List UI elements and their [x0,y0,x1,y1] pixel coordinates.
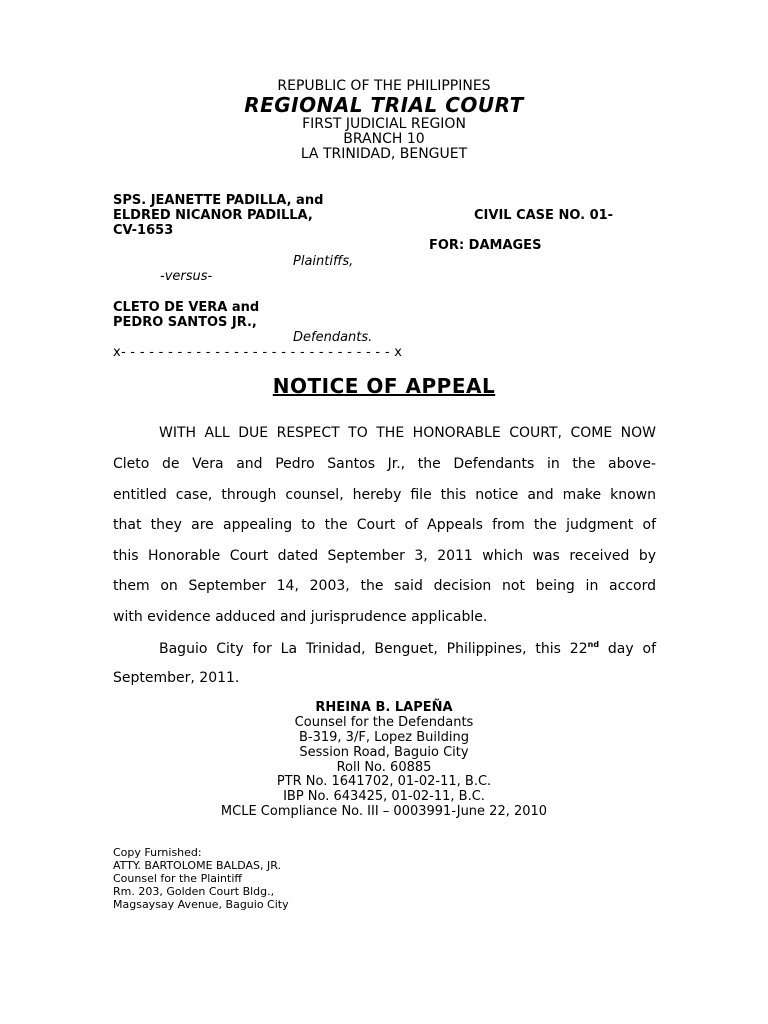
case-number-continued: CV-1653 [113,223,174,238]
date-line-continued: September, 2011. [113,670,240,686]
date-line-end: day of [599,641,656,657]
caption-separator: x- - - - - - - - - - - - - - - - - - - - - - - - - - - - - x [113,345,403,360]
counsel-role: Counsel for the Defendants [294,715,474,730]
court-title: REGIONAL TRIAL COURT [244,93,524,117]
body-line: WITH ALL DUE RESPECT TO THE HONORABLE COURT, COME NOW [159,425,656,441]
body-line: Cleto de Vera and Pedro Santos Jr., the Defendants in the above- [113,456,656,472]
notice-title: NOTICE OF APPEAL [272,374,496,398]
copy-furnished-address2: Magsaysay Avenue, Baguio City [113,898,289,911]
defendant-name-line1: CLETO DE VERA and [113,300,260,315]
body-line: that they are appealing to the Court of Appeals from the judgment of [113,517,656,533]
ptr-number: PTR No. 1641702, 01-02-11, B.C. [276,774,492,789]
branch-heading: BRANCH 10 [343,131,425,147]
date-line [159,640,656,657]
copy-furnished-name: ATTY. BARTOLOME BALDAS, JR. [113,859,281,872]
counsel-address2: Session Road, Baguio City [299,745,469,760]
copy-furnished-address1: Rm. 203, Golden Court Bldg., [113,885,275,898]
counsel-name: RHEINA B. LAPEÑA [315,700,453,715]
defendants-label: Defendants. [293,330,373,345]
court-location: LA TRINIDAD, BENGUET [300,146,468,162]
plaintiff-name-line2: ELDRED NICANOR PADILLA, [113,208,313,223]
case-number: CIVIL CASE NO. 01- [474,208,614,223]
ordinal-suffix: nd [587,640,600,649]
counsel-address1: B-319, 3/F, Lopez Building [299,730,469,745]
date-line-text: Baguio City for La Trinidad, Benguet, Philippines, this 22 [159,641,588,657]
copy-furnished-role: Counsel for the Plaintiff [113,872,242,885]
defendant-name-line2: PEDRO SANTOS JR., [113,315,257,330]
body-line: entitled case, through counsel, hereby file this notice and make known [113,487,656,503]
case-nature: FOR: DAMAGES [429,238,542,253]
versus-label: -versus- [160,269,213,284]
copy-furnished-label: Copy Furnished: [113,846,202,859]
roll-number: Roll No. 60885 [336,760,432,775]
ibp-number: IBP No. 643425, 01-02-11, B.C. [283,789,485,804]
republic-heading: REPUBLIC OF THE PHILIPPINES [277,78,491,94]
mcle-compliance: MCLE Compliance No. III – 0003991-June 22, 2010 [220,804,548,819]
judicial-region: FIRST JUDICIAL REGION [302,116,466,132]
plaintiff-name-line1: SPS. JEANETTE PADILLA, and [113,193,324,208]
body-line: them on September 14, 2003, the said decision not being in accord [113,578,656,594]
plaintiffs-label: Plaintiffs, [293,254,354,269]
body-line-last: with evidence adduced and jurisprudence applicable. [113,609,488,625]
body-line: this Honorable Court dated September 3, 2011 which was received by [113,548,656,564]
